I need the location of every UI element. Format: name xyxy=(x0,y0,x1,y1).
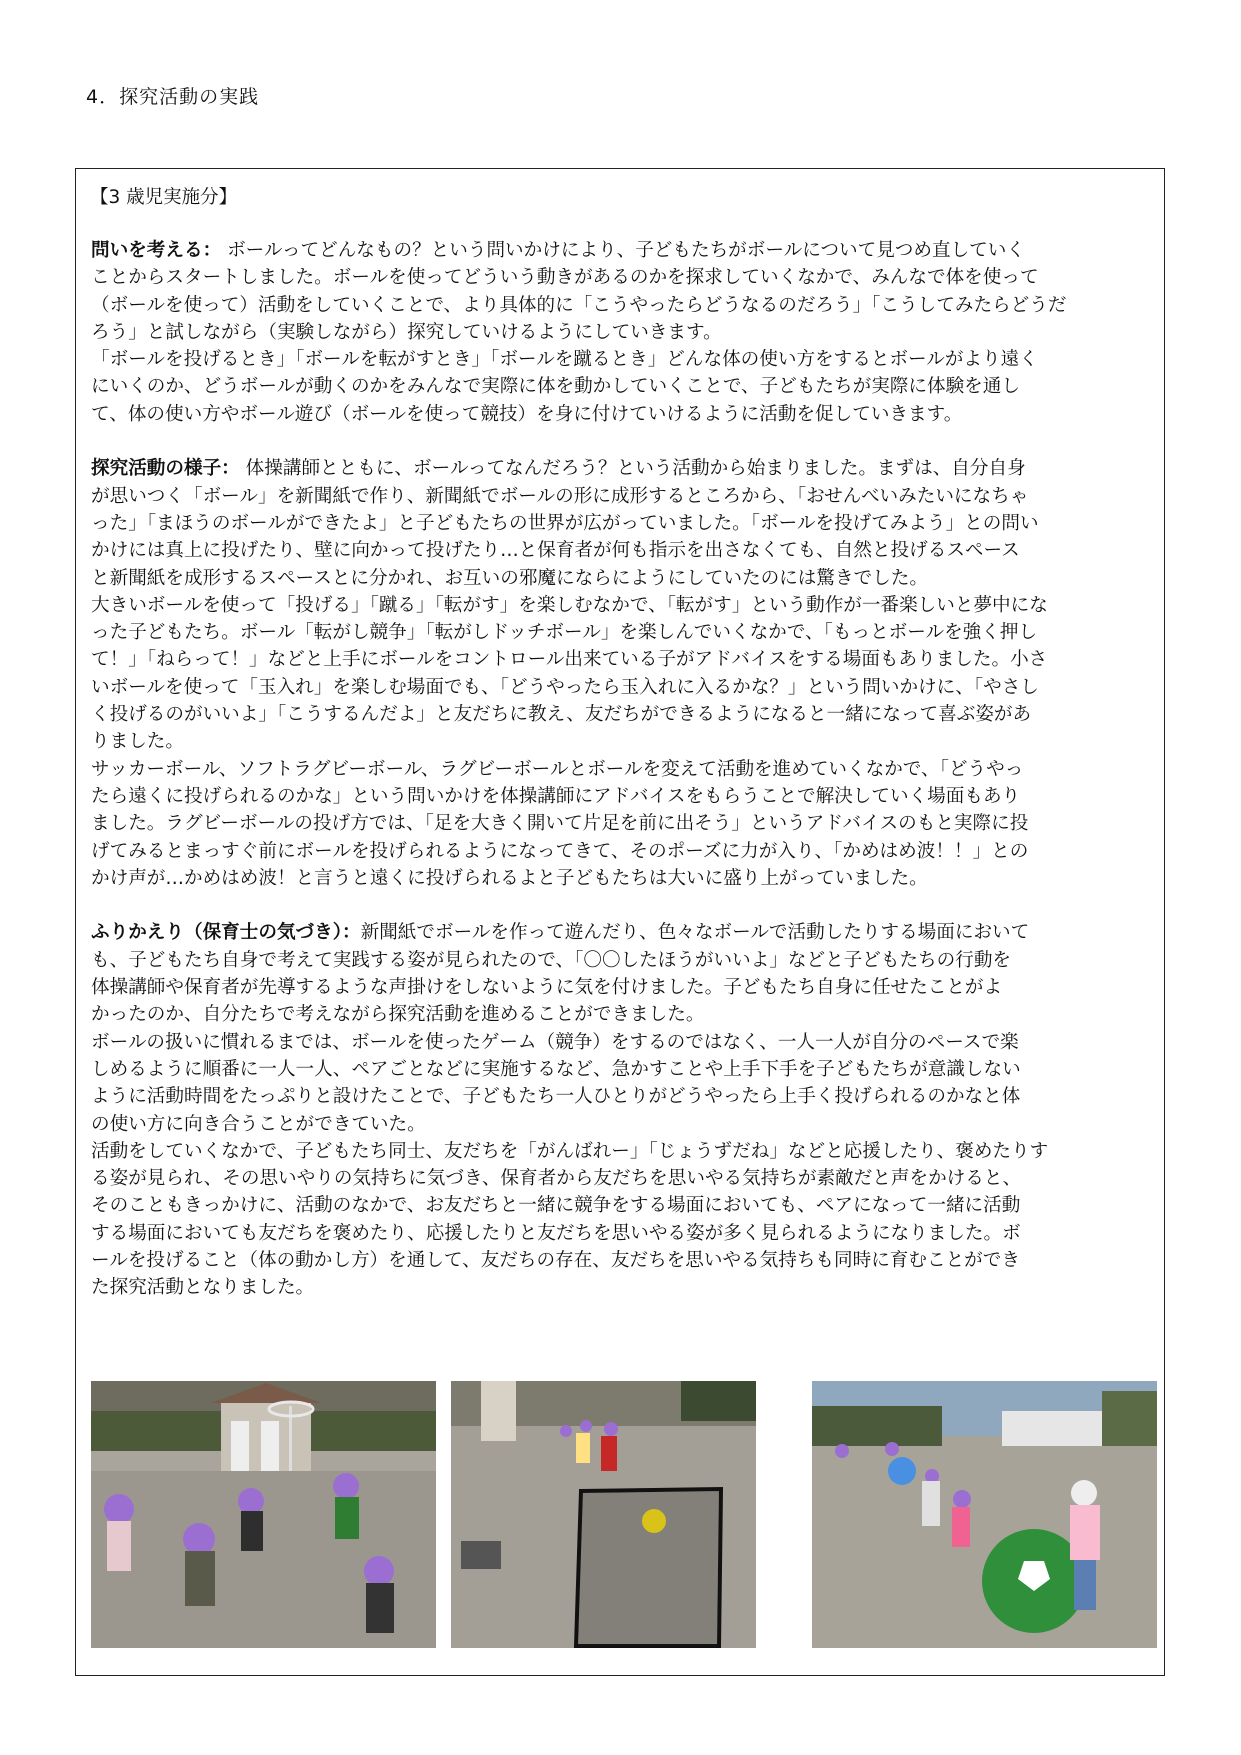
box-title: 【3 歳児実施分】 xyxy=(90,187,238,208)
paragraph-question xyxy=(91,237,1157,428)
text-line: かけ声が…かめはめ波！と言うと遠くに投げられるよと子どもたちは大いに盛り上がっていました。 xyxy=(91,867,928,889)
text-line: の使い方に向き合うことができていた。 xyxy=(91,1113,426,1135)
text-line: 体操講師や保育者が先導するような声掛けをしないように気を付けました。子どもたち自身に任せたことがよ xyxy=(91,977,1003,999)
report-box xyxy=(75,168,1165,1676)
text-line: 活動をしていくなかで、子どもたち同士、友だちを「がんばれー」「じょうずだね」などと応援したり、褒めたりす xyxy=(91,1140,1049,1162)
text-line: そのこともきっかけに、活動のなかで、お友だちと一緒に競争をする場面においても、ペアになって一緒に活動 xyxy=(91,1195,1021,1217)
text-line: も、子どもたち自身で考えて実践する姿が見られたので、「〇〇したほうがいいよ」などと子どもたちの行動を xyxy=(91,949,1012,971)
section-heading: 4．探究活動の実践 xyxy=(86,86,260,108)
text-line: にいくのか、どうボールが動くのかをみんなで実際に体を動かしていくことで、子どもたちが実際に体験を通し xyxy=(91,376,1020,398)
text-line: る姿が見られ、その思いやりの気持ちに気づき、保育者から友だちを思いやる気持ちが素敵だと声をかけると、 xyxy=(91,1168,1022,1190)
paragraph-lead: 探究活動の様子： xyxy=(91,458,240,480)
text-line: た探究活動となりました。 xyxy=(91,1277,315,1299)
text-line: しめるように順番に一人一人、ペアごとなどに実施するなど、急かすことや上手下手を子どもたちが意識しない xyxy=(91,1058,1021,1080)
text-line: 新聞紙でボールを作って遊んだり、色々なボールで活動したりする場面において xyxy=(360,922,1030,944)
text-line: ボールの扱いに慣れるまでは、ボールを使ったゲーム（競争）をするのではなく、一人一人が自分のペースで楽 xyxy=(91,1031,1019,1053)
text-line: たら遠くに投げられるのかな」という問いかけを体操講師にアドバイスをもらうことで解決していく場面もあり xyxy=(91,785,1021,807)
text-line: て！」「ねらって！」などと上手にボールをコントロール出来ている子がアドバイスをする場面もありました。小さ xyxy=(91,649,1048,671)
text-line: った」「まほうのボールができたよ」と子どもたちの世界が広がっていました。「ボールを投げてみよう」との問い xyxy=(91,512,1039,534)
text-line: サッカーボール、ソフトラグビーボール、ラグビーボールとボールを変えて活動を進めていくなかで、「どうやっ xyxy=(91,758,1024,780)
text-line: と新聞紙を成形するスペースとに分かれ、お互いの邪魔にならにようにしていたのには驚きでした。 xyxy=(91,567,928,589)
text-line: いボールを使って「玉入れ」を楽しむ場面でも、「どうやったら玉入れに入るかな？」という問いかけに、「やさし xyxy=(91,676,1039,698)
paragraph-lead: ふりかえり（保育士の気づき）： xyxy=(91,922,361,944)
report-body xyxy=(91,237,1157,1302)
text-line: 「ボールを投げるとき」「ボールを転がすとき」「ボールを蹴るとき」どんな体の使い方をするとボールがより遠く xyxy=(91,349,1038,371)
text-line: （ボールを使って）活動をしていくことで、より具体的に「こうやったらどうなるのだろう」「こうしてみたらどうだ xyxy=(91,294,1067,316)
text-line: ました。ラグビーボールの投げ方では、「足を大きく開いて片足を前に出そう」というアドバイスのもと実際に投 xyxy=(91,813,1029,835)
text-line: ように活動時間をたっぷりと設けたことで、子どもたち一人ひとりがどうやったら上手く投げられるのかなと体 xyxy=(91,1086,1021,1108)
text-line: ことからスタートしました。ボールを使ってどういう動きがあるのかを探求していくなかで、みんなで体を使って xyxy=(91,267,1039,289)
text-line: った子どもたち。ボール「転がし競争」「転がしドッチボール」を楽しんでいくなかで、「もっとボールを強く押し xyxy=(91,622,1038,644)
text-line: かったのか、自分たちで考えながら探究活動を進めることができました。 xyxy=(91,1004,705,1026)
photo-soccer-goal xyxy=(451,1381,756,1648)
photo-big-green-ball xyxy=(812,1381,1157,1648)
paragraph-lead: 問いを考える： xyxy=(91,240,222,261)
photo-strip xyxy=(91,1381,1157,1651)
text-line: ろう」と試しながら（実験しながら）探究していけるようにしていきます。 xyxy=(91,321,722,343)
text-line: く投げるのがいいよ」「こうするんだよ」と友だちに教え、友だちができるようになると一緒になって喜ぶ姿があ xyxy=(91,704,1032,726)
text-line: ールを投げること（体の動かし方）を通して、友だちの存在、友だちを思いやる気持ちも同時に育むことができ xyxy=(91,1249,1020,1271)
text-line: 体操講師とともに、ボールってなんだろう？という活動から始まりました。まずは、自分自身 xyxy=(239,458,1026,480)
text-line: りました。 xyxy=(91,731,184,753)
text-line: する場面においても友だちを褒めたり、応援したりと友だちを思いやる姿が多く見られるようになりました。ボ xyxy=(91,1222,1021,1244)
text-line: て、体の使い方やボール遊び（ボールを使って競技）を身に付けていけるように活動を促していきます。 xyxy=(91,403,963,425)
text-line: げてみるとまっすぐ前にボールを投げられるようになってきて、そのポーズに力が入り、「かめはめ波！！」との xyxy=(91,840,1029,862)
text-line: 大きいボールを使って「投げる」「蹴る」「転がす」を楽しむなかで、「転がす」という動作が一番楽しいと夢中にな xyxy=(91,594,1048,616)
text-line: かけには真上に投げたり、壁に向かって投げたり…と保育者が何も指示を出さなくても、自然と投げるスペース xyxy=(91,540,1020,562)
photo-ball-toss-hoop xyxy=(91,1381,436,1648)
paragraph-activity xyxy=(91,455,1157,892)
text-line: が思いつく「ボール」を新聞紙で作り、新聞紙でボールの形に成形するところから、「おせんべいみたいになちゃ xyxy=(91,485,1029,507)
paragraph-reflection xyxy=(91,919,1157,1301)
text-line: ボールってどんなもの？という問いかけにより、子どもたちがボールについて見つめ直していく xyxy=(221,240,1025,261)
